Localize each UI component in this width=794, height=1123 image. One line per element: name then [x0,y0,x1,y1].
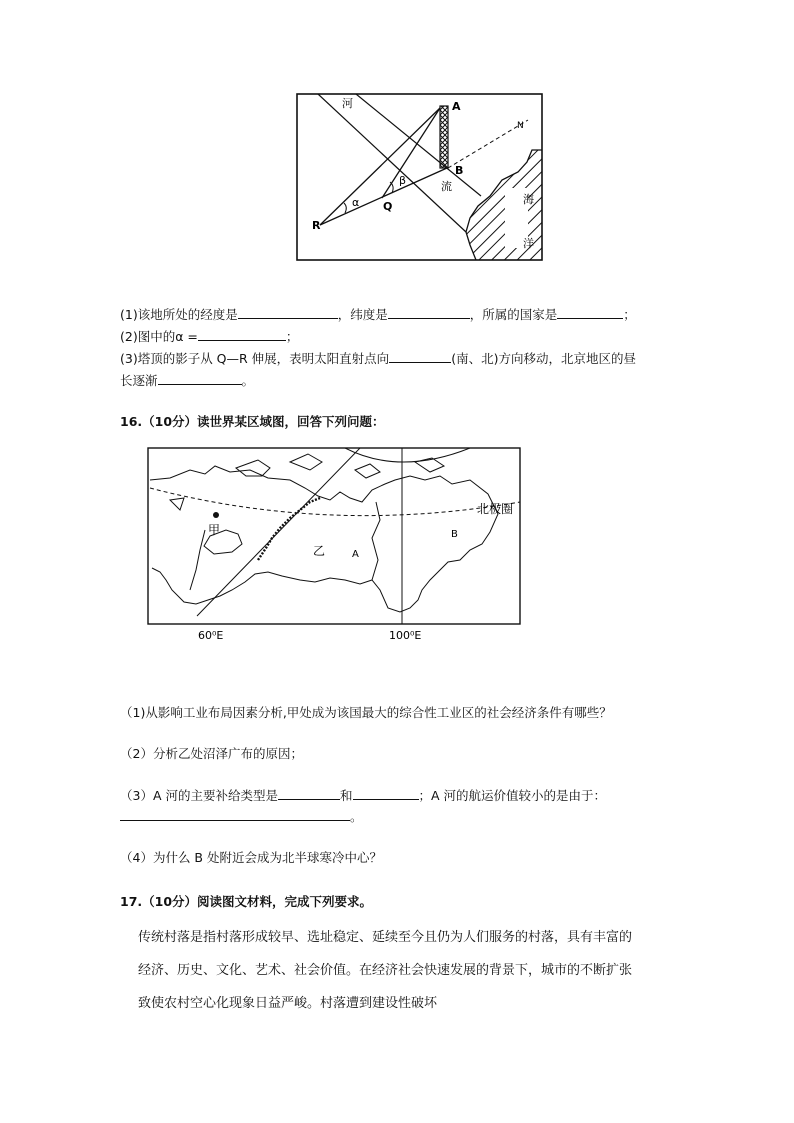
answer-blank-supply2[interactable] [353,786,419,800]
answer-blank-country[interactable] [557,305,623,319]
label-river-top: 河 [342,97,353,110]
q15-line4-suffix: 。 [241,373,255,388]
map-label-b: B [451,529,458,540]
map-label-arctic-circle: 北极圈 [477,502,514,516]
label-alpha: α [352,196,360,209]
region-map [0,440,794,650]
answer-blank-direction[interactable] [389,349,451,363]
answer-blank-supply1[interactable] [278,786,340,800]
q15-line1 [120,305,636,323]
q17-heading: 17.（10分）阅读图文材料，完成下列要求。 [120,894,373,909]
q15-line4-prefix: 长逐渐 [120,373,158,388]
q15-line1-prefix: (1)该地所处的经度是 [120,307,238,322]
q16-sub3 [120,786,606,804]
label-point-a: A [452,100,461,113]
q15-line4 [120,371,254,389]
q16-sub3-line2 [120,807,363,825]
label-point-q: Q [383,200,393,213]
label-ocean: 洋 [523,237,534,250]
answer-blank-longitude[interactable] [238,305,338,319]
q15-line1-mid2: ，所属的国家是 [469,307,558,322]
tower-shadow-diagram [0,0,794,270]
q16-sub2: （2）分析乙处沼泽广布的原因； [120,746,303,761]
q16-sub3-prefix: （3）A 河的主要补给类型是 [120,788,278,803]
tower [440,106,448,168]
label-north: N [517,121,524,131]
q16-sub4: （4）为什么 B 处附近会成为北半球寒冷中心？ [120,850,382,865]
axis-label-100e: 100⁰E [389,629,422,642]
q15-line1-mid1: ，纬度是 [337,307,388,322]
q17-paragraph-line2: 经济、历史、文化、艺术、社会价值。在经济社会快速发展的背景下，城市的不断扩张 [138,963,633,978]
q15-line3-suffix: (南、北)方向移动，北京地区的昼 [451,351,636,366]
q16-sub3-mid: 和 [339,788,353,803]
label-river-bottom: 流 [441,180,452,193]
label-point-r: R [312,219,321,232]
label-beta: β [399,174,407,187]
q15-line2 [120,327,298,345]
map-label-a: A [352,549,359,560]
answer-blank-navigation[interactable] [120,807,350,821]
q15-line2-suffix: ； [285,329,299,344]
label-point-b: B [455,164,464,177]
map-label-jia: 甲 [208,523,221,537]
q16-sub3-end: 。 [350,809,363,824]
q15-line3 [120,349,636,367]
q17-paragraph-line1: 传统村落是指村落形成较早、选址稳定、延续至今且仍为人们服务的村落，具有丰富的 [138,930,633,945]
answer-blank-latitude[interactable] [388,305,470,319]
city-dot [213,512,219,518]
q16-heading: 16.（10分）读世界某区域图，回答下列问题： [120,414,385,429]
q15-line1-suffix: ； [623,307,636,322]
label-sea: 海 [523,193,534,206]
answer-blank-alpha[interactable] [198,327,286,341]
q15-line2-prefix: (2)图中的α = [120,329,198,344]
axis-label-60e: 60⁰E [198,629,224,642]
answer-blank-daylength[interactable] [158,371,242,385]
map-label-yi: 乙 [313,544,326,558]
q17-paragraph-line3: 致使农村空心化现象日益严峻。村落遭到建设性破坏 [138,996,438,1011]
q16-sub1: （1)从影响工业布局因素分析,甲处成为该国最大的综合性工业区的社会经济条件有哪些？ [120,705,612,720]
q15-line3-prefix: (3)塔顶的影子从 Q—R 伸展，表明太阳直射点向 [120,351,390,366]
q16-sub3-suffix: ；A 河的航运价值较小的是由于： [418,788,607,803]
